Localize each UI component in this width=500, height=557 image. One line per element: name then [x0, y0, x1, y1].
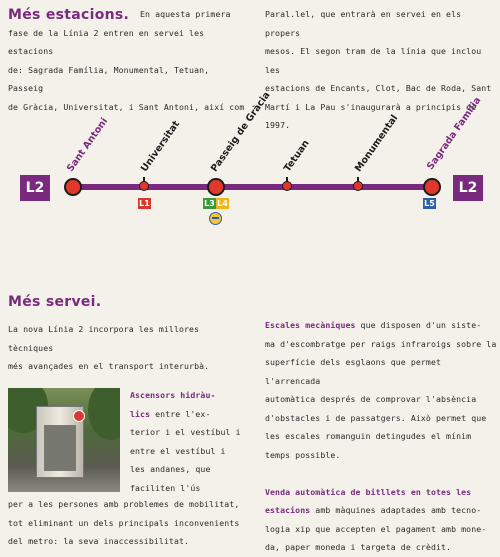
renfe-icon — [209, 212, 222, 225]
station-marker-universitat — [139, 181, 149, 191]
station-label-passeig-de-gracia: Passeig de Gràcia — [208, 89, 273, 174]
line-track — [72, 184, 432, 190]
station-label-sant-antoni: Sant Antoni — [64, 116, 111, 174]
escales-and-venda-text: Escales mecàniques que disposen d'un siste- ma d'escombratge per raigs infraroigs sobre la superfície dels esglaons que permet l'arrencada automàtica després de comprovar l'absència d'obstacles i de passatgers. Això permet que les escales romanguin detingudes el mínim temps possible. Venda automàtica de bitllets en totes les estacions amb màquines adaptades amb tecno- logia xip que accepten el pagament amb mone- da, paper moneda i targeta de crèdit. — [265, 320, 497, 552]
section-title-mes-estacions: Més estacions. — [8, 7, 130, 23]
ascensors-text-side: Ascensors hidràu- lics entre l'ex- terior i el vestíbul i entre el vestíbul i les andanes, que faciliten l'ús — [130, 390, 241, 493]
section-title-mes-servei: Més servei. — [8, 294, 102, 310]
station-marker-passeig-de-gracia — [207, 178, 225, 196]
connection-badge-l3: L3 — [204, 199, 215, 208]
metro-logo-icon — [73, 410, 85, 422]
elevator-photo — [8, 388, 120, 492]
line-badge-right: L2 — [453, 175, 483, 201]
line-badge-left: L2 — [20, 175, 50, 201]
station-label-sagrada-familia: Sagrada Família — [424, 95, 484, 172]
station-marker-sant-antoni — [64, 178, 82, 196]
station-marker-monumental — [353, 181, 363, 191]
intro-text-right: Paral.lel, que entrarà en servei en els propers mesos. El segon tram de la línia que inclou les estacions de Encants, Clot, Bac de Roda, Sant Martí i La Pau s'inaugurarà a principis de 1997. — [265, 9, 492, 130]
station-marker-tetuan — [282, 181, 292, 191]
station-marker-sagrada-familia — [423, 178, 441, 196]
station-label-tetuan: Tetuan — [281, 138, 312, 174]
connection-badge-l4: L4 — [217, 199, 228, 208]
intro-text-left: En aquesta primera fase de la Línia 2 entren en servei les estacions de: Sagrada Família, Monumental, Tetuan, Passeig de Gràcia, Universitat, i Sant Antoni, així com — [8, 9, 245, 112]
connection-badge-l1: L1 — [139, 199, 150, 208]
connection-badge-l5: L5 — [424, 199, 435, 208]
station-label-universitat: Universitat — [138, 118, 183, 174]
station-label-monumental: Monumental — [352, 112, 401, 174]
servei-intro-text: La nova Línia 2 incorpora les millores tècniques més avançades en el transport interurbà. — [8, 324, 210, 371]
ascensors-text-bottom: per a les persones amb problemes de mobilitat, tot eliminant un dels principals inconvenients del metro: la seva inaccessibilitat. — [8, 499, 240, 546]
metro-line-map — [0, 89, 500, 240]
